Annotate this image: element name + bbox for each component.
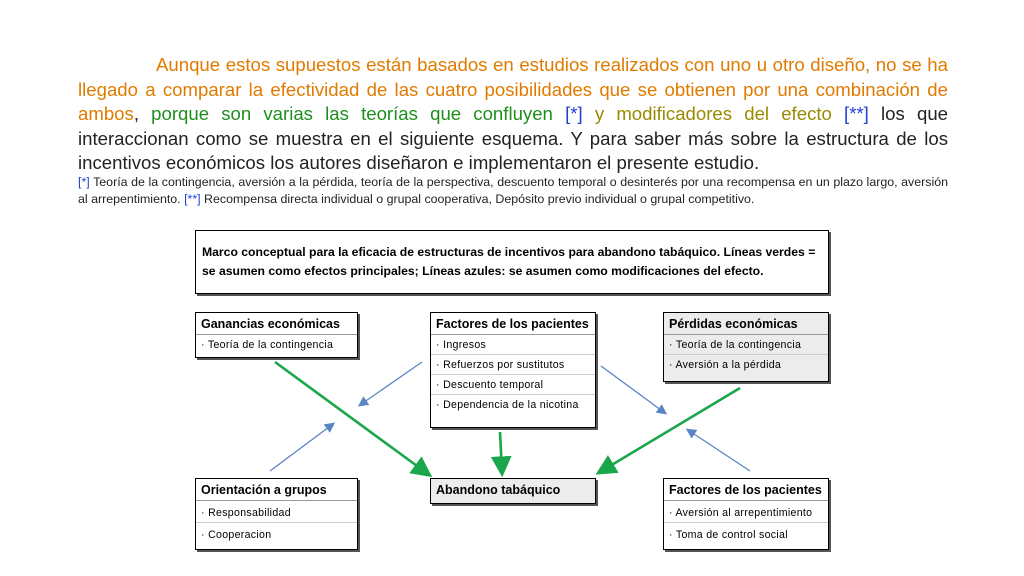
factores-top-item: · Descuento temporal (431, 375, 595, 395)
paragraph-part-5: y (582, 103, 617, 124)
ganancias-header: Ganancias económicas (196, 313, 357, 335)
factores-bottom-header: Factores de los pacientes (664, 479, 828, 501)
perdidas-item: · Teoría de la contingencia (664, 335, 828, 355)
paragraph-part-2: , (133, 103, 152, 124)
arrow-factores-to-left (360, 362, 422, 405)
paragraph-part-8: los que interaccionan como se muestra en el siguiente esquema. Y para saber más sobre la estructura de los incentivos económicos los autores diseñaron e implementaron el presente estudio. (78, 103, 948, 173)
orientacion-item: · Responsabilidad (196, 501, 357, 523)
orientacion-header: Orientación a grupos (196, 479, 357, 501)
factores-top-header: Factores de los pacientes (431, 313, 595, 335)
paragraph-part-3: porque son varias las teorías que confluyen (151, 103, 566, 124)
footnote-text-1: Teoría de la contingencia, aversión a la pérdida, teoría de la perspectiva, descuento temporal o desinterés por una recompensa en un plazo largo, aversión al arrepentimiento. (78, 175, 948, 206)
paragraph-ref-2: [**] (844, 103, 869, 124)
arrow-factores-to-abandono (500, 432, 502, 472)
abandono-header: Abandono tabáquico (436, 483, 561, 497)
factores-bottom-item: · Toma de control social (669, 529, 788, 541)
factores-bottom-item: · Aversión al arrepentimiento (664, 501, 828, 523)
factores-top-item: · Refuerzos por sustitutos (431, 355, 595, 375)
paragraph-part-6: modificadores del efecto (616, 103, 845, 124)
footnote-marker-2: [**] (184, 192, 201, 206)
perdidas-header: Pérdidas económicas (664, 313, 828, 335)
paragraph-ref-1: [*] (565, 103, 583, 124)
footnote-text-2: Recompensa directa individual o grupal cooperativa, Depósito previo individual o grupal competitivo. (200, 192, 755, 206)
arrow-perdidas-to-abandono (600, 388, 740, 472)
arrow-orientacion-up (270, 424, 333, 471)
footnote-marker-1: [*] (78, 175, 90, 189)
ganancias-item: · Teoría de la contingencia (201, 339, 334, 351)
arrow-factores-bottom-up (688, 430, 750, 471)
perdidas-item: · Aversión a la pérdida (669, 359, 782, 371)
factores-top-item: · Ingresos (431, 335, 595, 355)
arrow-ganancias-to-abandono (275, 362, 428, 474)
arrow-factores-to-right (601, 366, 665, 413)
diagram-title: Marco conceptual para la eficacia de estructuras de incentivos para abandono tabáquico. Líneas verdes = se asumen como efectos principales; Líneas azules: se asumen como modificaciones del efecto. (202, 245, 816, 278)
orientacion-item: · Cooperacion (201, 529, 272, 541)
factores-top-item: · Dependencia de la nicotina (436, 399, 579, 411)
paragraph-part-1: Aunque estos supuestos están basados en estudios realizados con uno u otro diseño, no se ha llegado a comparar la efectividad de las cuatro posibilidades que se obtienen por una combinación de ambos (78, 54, 948, 124)
